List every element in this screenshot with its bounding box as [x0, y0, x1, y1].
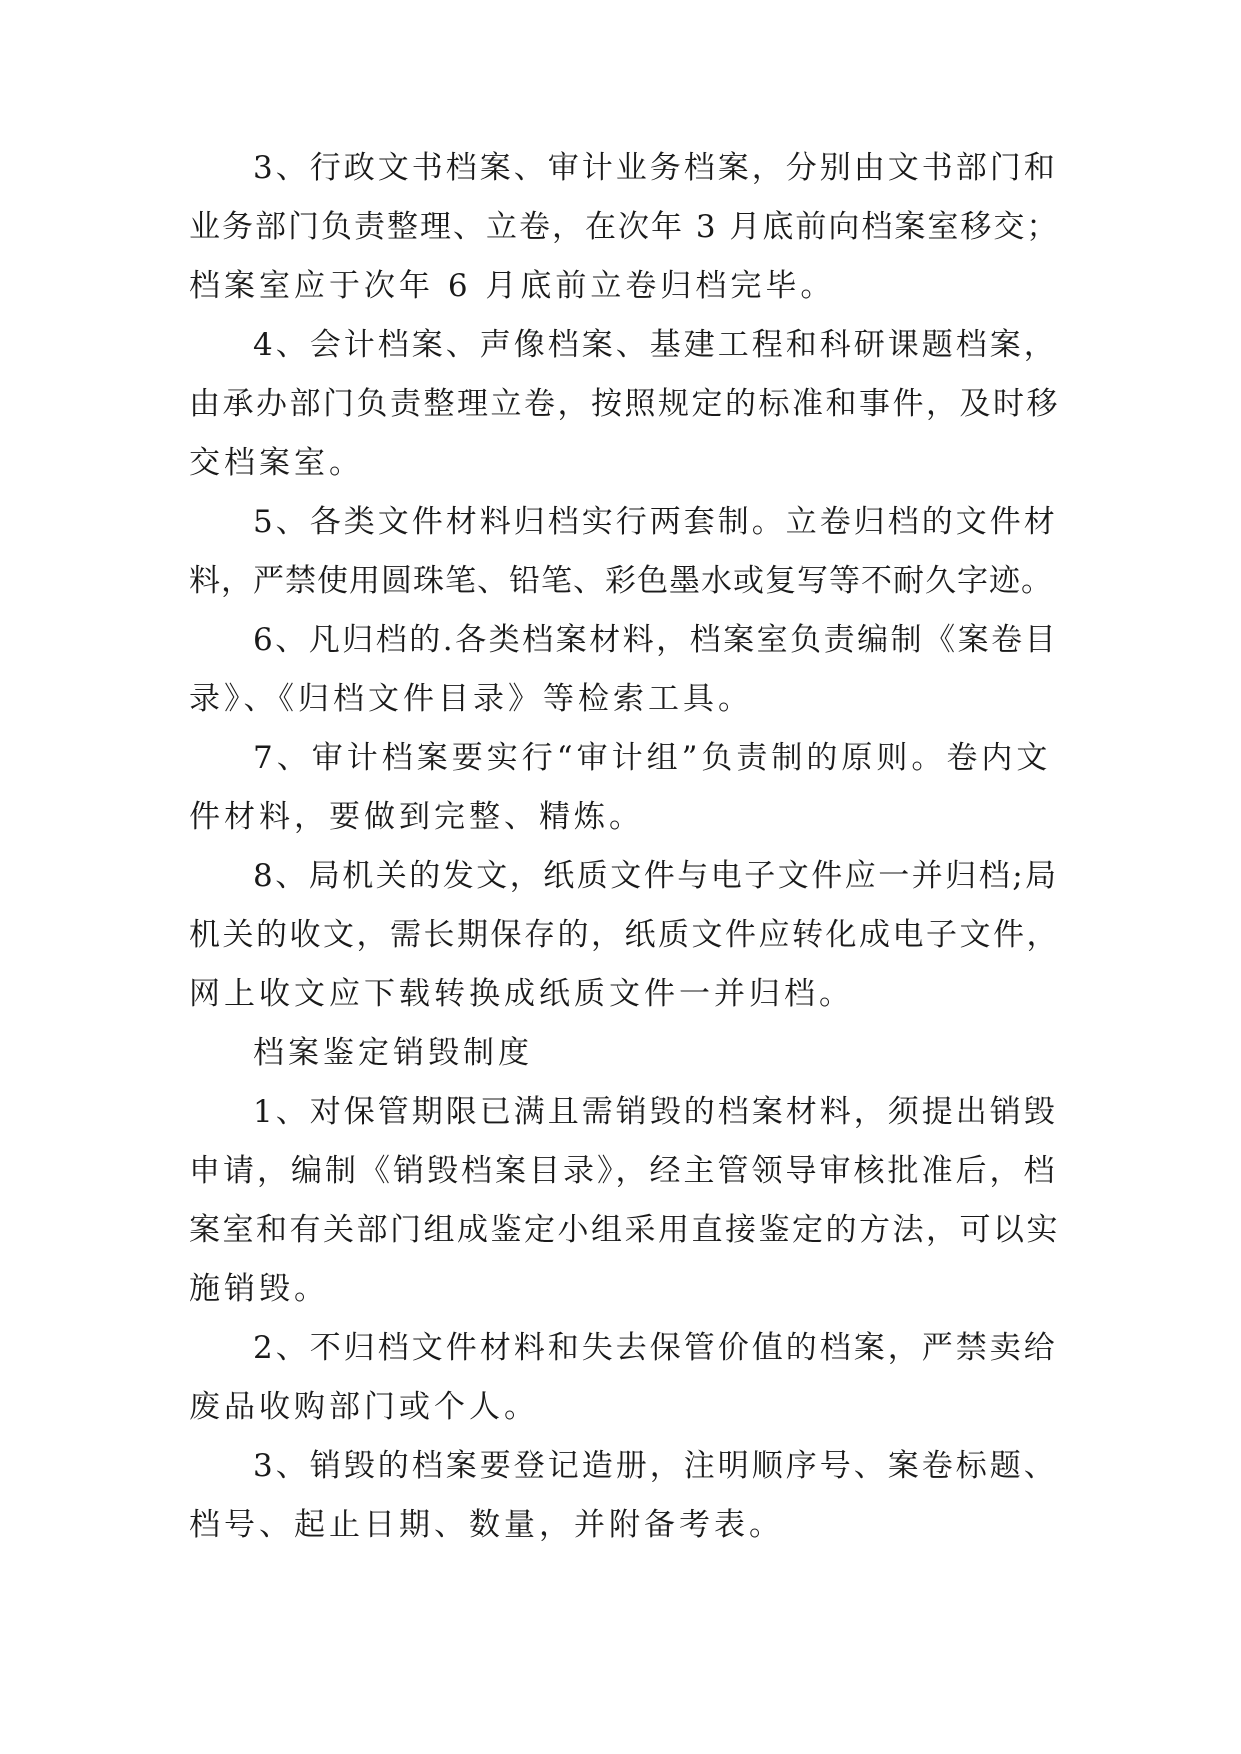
- section-heading: 档案鉴定销毁制度: [253, 1035, 533, 1071]
- text-line: 废品收购部门或个人。: [189, 1389, 539, 1425]
- text-line: 4、会计档案、声像档案、基建工程和科研课题档案，: [253, 327, 1058, 363]
- text-line: 3、行政文书档案、审计业务档案，分别由文书部门和: [253, 150, 1058, 186]
- text-line: 申请，编制《销毁档案目录》，经主管领导审核批准后，档: [189, 1153, 1058, 1189]
- text-line: 7、审计档案要实行“审计组”负责制的原则。卷内文: [253, 740, 1052, 776]
- text-line: 由承办部门负责整理立卷，按照规定的标准和事件，及时移: [189, 386, 1060, 422]
- text-line: 机关的收文，需长期保存的，纸质文件应转化成电子文件，: [189, 917, 1060, 953]
- text-line: 录》、《归档文件目录》等检索工具。: [189, 681, 753, 717]
- text-line: 2、不归档文件材料和失去保管价值的档案，严禁卖给: [253, 1330, 1058, 1366]
- text-line: 业务部门负责整理、立卷，在次年 3 月底前向档案室移交；: [189, 209, 1060, 245]
- text-line: 档号、起止日期、数量，并附备考表。: [189, 1507, 784, 1543]
- text-line: 3、销毁的档案要登记造册，注明顺序号、案卷标题、: [253, 1448, 1058, 1484]
- text-line: 5、各类文件材料归档实行两套制。立卷归档的文件材: [253, 504, 1058, 540]
- text-line: 档案室应于次年 6 月底前立卷归档完毕。: [189, 268, 836, 304]
- text-line: 1、对保管期限已满且需销毁的档案材料，须提出销毁: [253, 1094, 1058, 1130]
- text-line: 料，严禁使用圆珠笔、铅笔、彩色墨水或复写等不耐久字迹。: [189, 563, 1053, 599]
- text-line: 网上收文应下载转换成纸质文件一并归档。: [189, 976, 854, 1012]
- text-line: 件材料，要做到完整、精炼。: [189, 799, 644, 835]
- text-line: 6、凡归档的.各类档案材料，档案室负责编制《案卷目: [253, 622, 1059, 658]
- text-line: 案室和有关部门组成鉴定小组采用直接鉴定的方法，可以实: [189, 1212, 1060, 1248]
- text-line: 交档案室。: [189, 445, 364, 481]
- text-line: 8、局机关的发文，纸质文件与电子文件应一并归档;局: [253, 858, 1059, 894]
- text-line: 施销毁。: [189, 1271, 329, 1307]
